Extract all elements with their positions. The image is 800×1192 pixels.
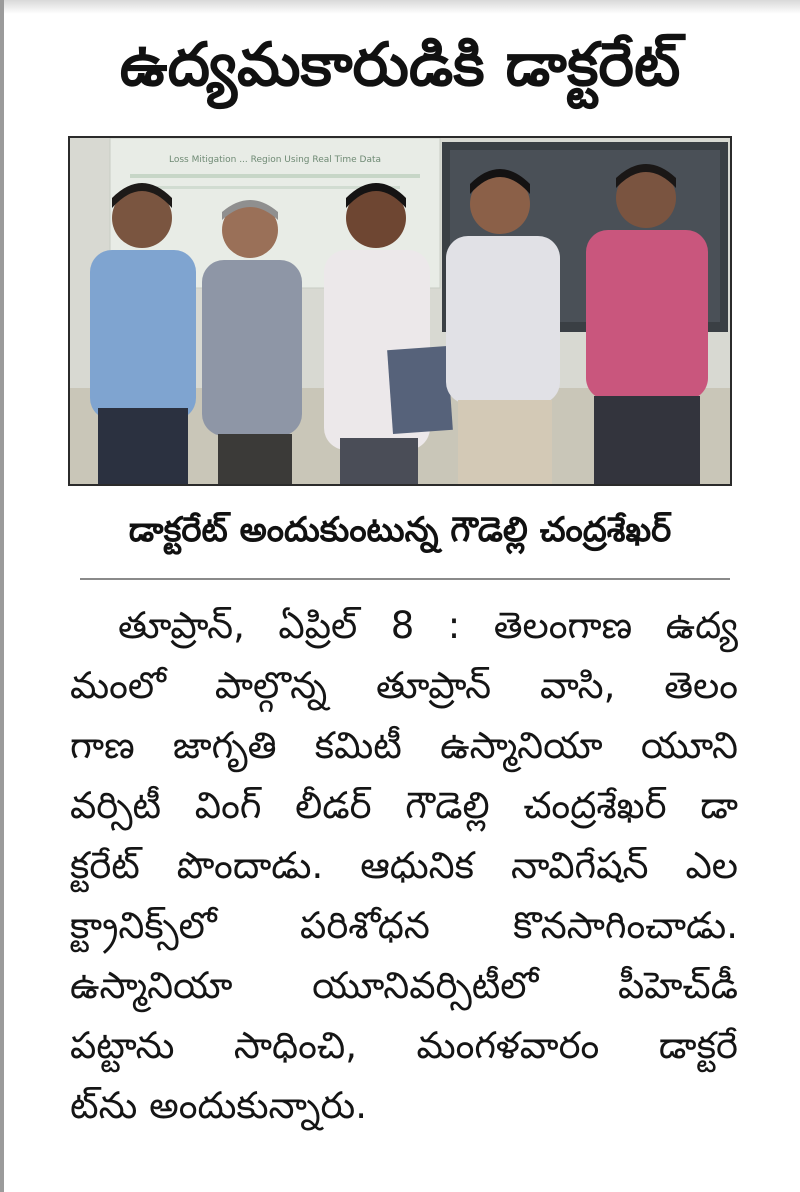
- body-line: మంలో పాల్గొన్న తూప్రాన్ వాసి, తెలం: [70, 664, 738, 707]
- photo-caption: డాక్టరేట్ అందుకుంటున్న గౌడెల్లి చంద్రశేఖర్: [128, 510, 672, 550]
- caption-divider: [80, 578, 730, 580]
- body-line: తూప్రాన్, ఏప్రిల్ 8 : తెలంగాణ ఉద్య: [118, 604, 738, 647]
- poster-text: Loss Mitigation ... Region Using Real Time Data: [168, 155, 382, 165]
- body-line: క్టరేట్ పొందాడు. ఆధునిక నావిగేషన్ ఎల: [70, 844, 738, 887]
- body-line: క్ట్రానిక్స్‌లో పరిశోధన కొనసాగించాడు.: [70, 904, 738, 947]
- left-page-border: [0, 0, 4, 1192]
- body-line: పట్టాను సాధించి, మంగళవారం డాక్టరే: [70, 1024, 738, 1067]
- body-line: ఉస్మానియా యూనివర్సిటీలో పీహెచ్‌డీ: [70, 964, 738, 1007]
- news-photo: [68, 136, 732, 486]
- article-body: [70, 596, 738, 1136]
- body-line: ట్‌ను అందుకున్నారు.: [70, 1084, 367, 1127]
- article-headline: ఉద్యమకారుడికి డాక్టరేట్: [119, 30, 681, 100]
- page-top-strip: [0, 0, 800, 14]
- body-line: గాణ జాగృతి కమిటీ ఉస్మానియా యూని: [70, 724, 738, 767]
- photo-illustration: [70, 138, 730, 484]
- body-line: వర్సిటీ వింగ్ లీడర్ గౌడెల్లి చంద్రశేఖర్ డా: [70, 784, 738, 827]
